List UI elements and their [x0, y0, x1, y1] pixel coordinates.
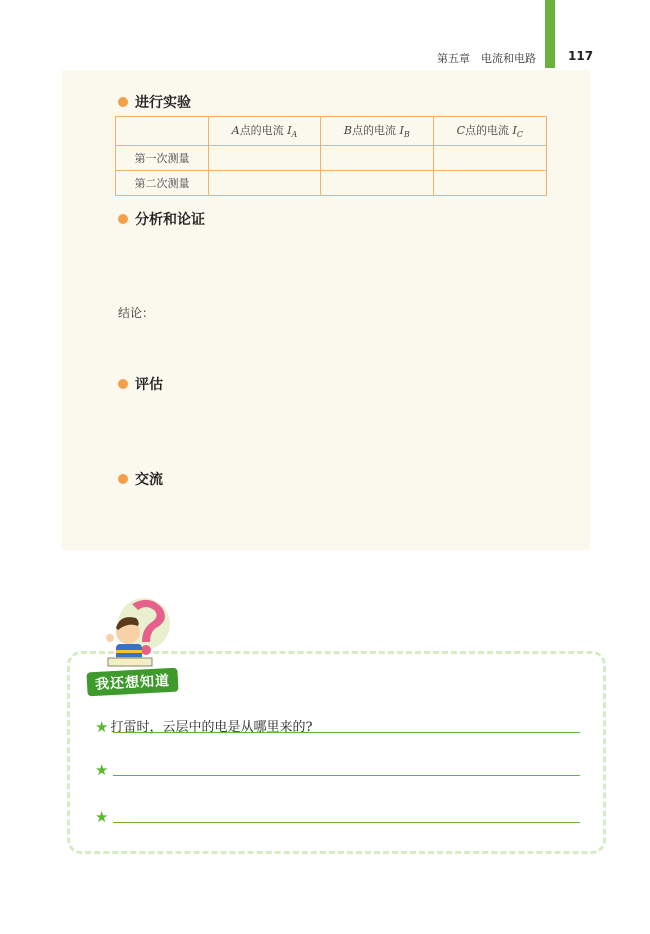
- row-label: 第二次测量: [116, 171, 209, 196]
- page-number: 117: [568, 49, 594, 63]
- question-line[interactable]: [95, 762, 580, 778]
- section-exchange: [118, 469, 163, 489]
- student-mascot-icon: [92, 596, 182, 672]
- input-cell[interactable]: [209, 146, 321, 171]
- conclusion-label: 结论：: [118, 306, 155, 320]
- section-experiment: [118, 92, 191, 112]
- input-cell[interactable]: [433, 171, 546, 196]
- input-cell[interactable]: [209, 171, 321, 196]
- chapter-title: 第五章 电流和电路: [437, 52, 536, 65]
- section-analysis: [118, 209, 205, 229]
- input-cell[interactable]: [433, 146, 546, 171]
- answer-rule: [113, 732, 580, 733]
- table-row: [116, 146, 547, 171]
- table-header-row: [116, 117, 547, 146]
- answer-rule: [113, 822, 580, 823]
- header-cell-a: A点的电流 $I_A$: [209, 117, 321, 146]
- measurement-table: [115, 116, 547, 196]
- section-title: 分析和论证: [135, 212, 205, 228]
- star-icon: ★: [95, 718, 109, 736]
- table-row: [116, 171, 547, 196]
- question-line[interactable]: [95, 716, 580, 735]
- answer-rule: [113, 775, 580, 776]
- section-title: 进行实验: [135, 95, 191, 111]
- wonder-title: 我还想知道: [84, 666, 180, 699]
- input-cell[interactable]: [321, 146, 433, 171]
- input-cell[interactable]: [321, 171, 433, 196]
- section-title: 交流: [135, 472, 163, 488]
- chapter-color-bar: [545, 0, 555, 68]
- header-cell-c: C点的电流 $I_C$: [433, 117, 546, 146]
- star-icon: ★: [95, 808, 109, 826]
- question-text: 打雷时，云层中的电是从哪里来的?: [110, 720, 313, 735]
- question-line[interactable]: [95, 809, 580, 825]
- bullet-icon: [118, 474, 128, 484]
- section-evaluation: [118, 374, 163, 394]
- bullet-icon: [118, 97, 128, 107]
- table-corner-cell: [116, 117, 209, 146]
- bullet-icon: [118, 379, 128, 389]
- section-title: 评估: [135, 377, 163, 393]
- star-icon: ★: [95, 761, 109, 779]
- header-cell-b: B点的电流 $I_B$: [321, 117, 433, 146]
- row-label: 第一次测量: [116, 146, 209, 171]
- bullet-icon: [118, 214, 128, 224]
